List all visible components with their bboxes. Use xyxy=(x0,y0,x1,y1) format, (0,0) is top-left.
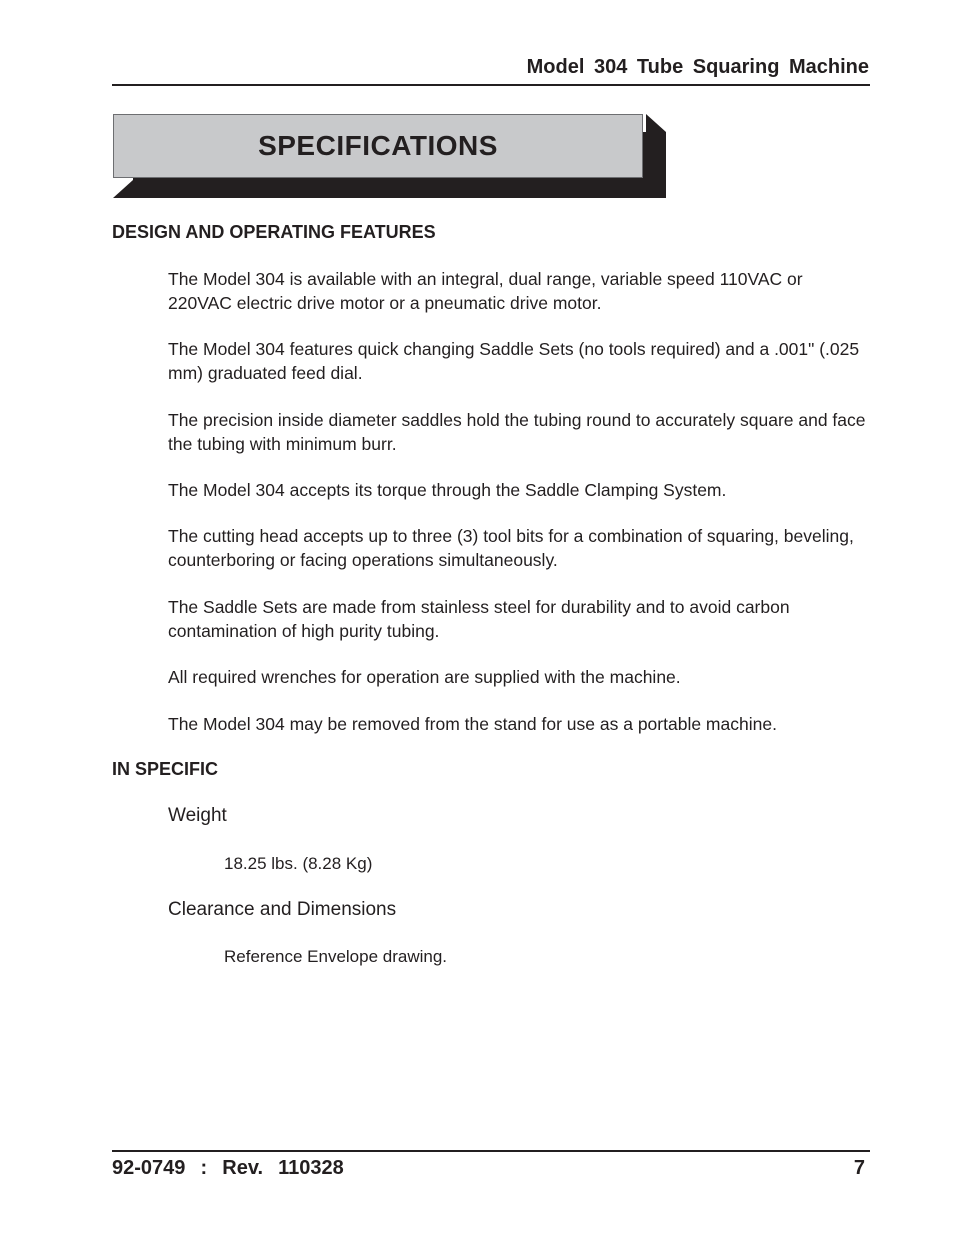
spec-value-weight: 18.25 lbs. (8.28 Kg) xyxy=(224,854,373,873)
feature-paragraph: The Model 304 accepts its torque through the Saddle Clamping System. xyxy=(168,480,727,500)
spec-value-clearance: Reference Envelope drawing. xyxy=(224,947,448,966)
section-banner xyxy=(113,114,666,200)
banner-title: SPECIFICATIONS xyxy=(258,130,498,161)
header-rule xyxy=(112,84,870,86)
feature-paragraph: The Saddle Sets are made from stainless steel for durability and to avoid carbon contamination of high purity tubing. xyxy=(168,597,790,641)
design-features-heading: DESIGN AND OPERATING FEATURES xyxy=(112,222,436,242)
feature-paragraph: The Model 304 may be removed from the stand for use as a portable machine. xyxy=(168,714,777,734)
page-header-title: Model 304 Tube Squaring Machine xyxy=(526,56,869,78)
feature-paragraph: The Model 304 features quick changing Saddle Sets (no tools required) and a .001" (.025 mm) graduated feed dial. xyxy=(168,339,860,383)
footer-doc-number: 92-0749 : Rev. 110328 xyxy=(112,1157,344,1179)
feature-paragraph: The Model 304 is available with an integral, dual range, variable speed 110VAC or 220VAC electric drive motor or a pneumatic drive motor. xyxy=(168,269,803,313)
banner-shadow-corner xyxy=(646,114,666,132)
footer-page-number: 7 xyxy=(853,1157,865,1179)
spec-label-clearance: Clearance and Dimensions xyxy=(168,899,397,920)
feature-paragraph: The cutting head accepts up to three (3) tool bits for a combination of squaring, beveling, counterboring or facing operations simultaneously. xyxy=(168,526,854,570)
feature-paragraph: The precision inside diameter saddles hold the tubing round to accurately square and face the tubing with minimum burr. xyxy=(168,410,866,454)
banner-shadow-corner xyxy=(113,180,133,198)
feature-paragraph: All required wrenches for operation are supplied with the machine. xyxy=(168,667,681,687)
footer-rule xyxy=(112,1150,870,1152)
spec-label-weight: Weight xyxy=(168,805,227,826)
in-specific-heading: IN SPECIFIC xyxy=(112,759,219,779)
